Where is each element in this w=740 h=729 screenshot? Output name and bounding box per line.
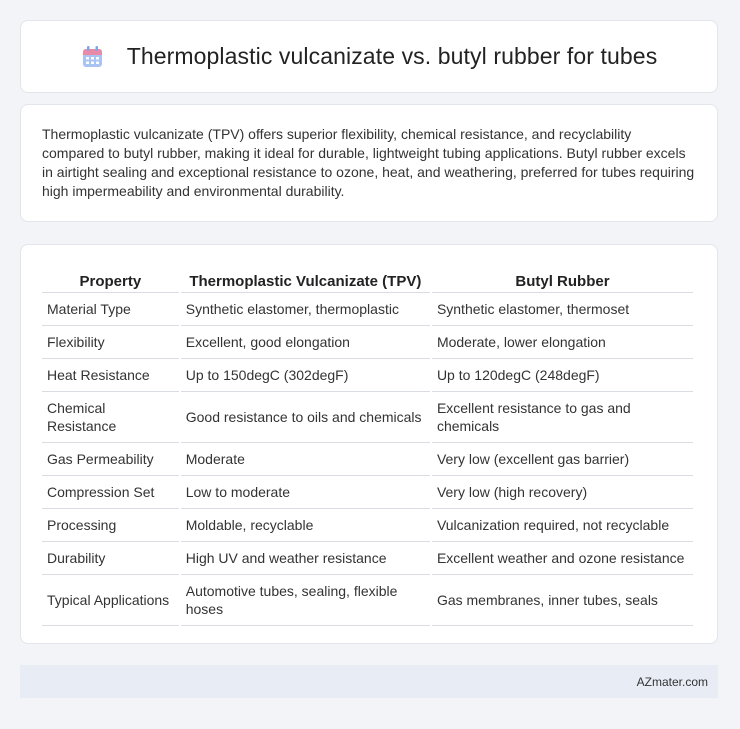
- table-row: [42, 575, 693, 626]
- tpv-cell: Moderate: [181, 443, 430, 476]
- butyl-cell: Vulcanization required, not recyclable: [432, 509, 693, 542]
- table-row: [42, 443, 693, 476]
- table-row: [42, 542, 693, 575]
- butyl-cell: Very low (high recovery): [432, 476, 693, 509]
- column-header-butyl: Butyl Rubber: [432, 264, 693, 293]
- tpv-cell: Good resistance to oils and chemicals: [181, 392, 430, 443]
- table-row: [42, 359, 693, 392]
- footer-brand: AZmater.com: [636, 674, 708, 689]
- page-title: Thermoplastic vulcanizate vs. butyl rubber for tubes: [126, 43, 658, 69]
- column-header-tpv: Thermoplastic Vulcanizate (TPV): [181, 264, 430, 293]
- butyl-cell: Very low (excellent gas barrier): [432, 443, 693, 476]
- tpv-cell: Excellent, good elongation: [181, 326, 430, 359]
- butyl-cell: Synthetic elastomer, thermoset: [432, 293, 693, 326]
- butyl-cell: Excellent resistance to gas and chemicals: [432, 392, 693, 443]
- table-row: [42, 509, 693, 542]
- property-cell: Gas Permeability: [42, 443, 179, 476]
- tpv-cell: Synthetic elastomer, thermoplastic: [181, 293, 430, 326]
- calendar-icon: [81, 45, 105, 69]
- footer-bar: [20, 665, 718, 698]
- tpv-cell: Low to moderate: [181, 476, 430, 509]
- butyl-cell: Excellent weather and ozone resistance: [432, 542, 693, 575]
- table-row: [42, 293, 693, 326]
- summary-card: [20, 104, 718, 222]
- butyl-cell: Gas membranes, inner tubes, seals: [432, 575, 693, 626]
- tpv-cell: Automotive tubes, sealing, flexible hoses: [181, 575, 430, 626]
- table-row: [42, 476, 693, 509]
- table-row: [42, 392, 693, 443]
- property-cell: Material Type: [42, 293, 179, 326]
- title-card: [20, 20, 718, 93]
- tpv-cell: High UV and weather resistance: [181, 542, 430, 575]
- tpv-cell: Moldable, recyclable: [181, 509, 430, 542]
- comparison-table: [40, 264, 695, 626]
- table-header-row: [42, 264, 693, 293]
- property-cell: Compression Set: [42, 476, 179, 509]
- summary-text: Thermoplastic vulcanizate (TPV) offers superior flexibility, chemical resistance, and recyclability compared to butyl rubber, making it ideal for durable, lightweight tubing applications. Butyl rubber excels in airtight sealing and exceptional resistance to ozone, heat, and weathering, preferred for tubes requiring high impermeability and environmental durability.: [42, 126, 695, 199]
- property-cell: Durability: [42, 542, 179, 575]
- butyl-cell: Up to 120degC (248degF): [432, 359, 693, 392]
- butyl-cell: Moderate, lower elongation: [432, 326, 693, 359]
- property-cell: Flexibility: [42, 326, 179, 359]
- property-cell: Typical Applications: [42, 575, 179, 626]
- comparison-card: [20, 244, 718, 644]
- column-header-property: Property: [42, 264, 179, 293]
- property-cell: Processing: [42, 509, 179, 542]
- tpv-cell: Up to 150degC (302degF): [181, 359, 430, 392]
- property-cell: Chemical Resistance: [42, 392, 179, 443]
- property-cell: Heat Resistance: [42, 359, 179, 392]
- table-row: [42, 326, 693, 359]
